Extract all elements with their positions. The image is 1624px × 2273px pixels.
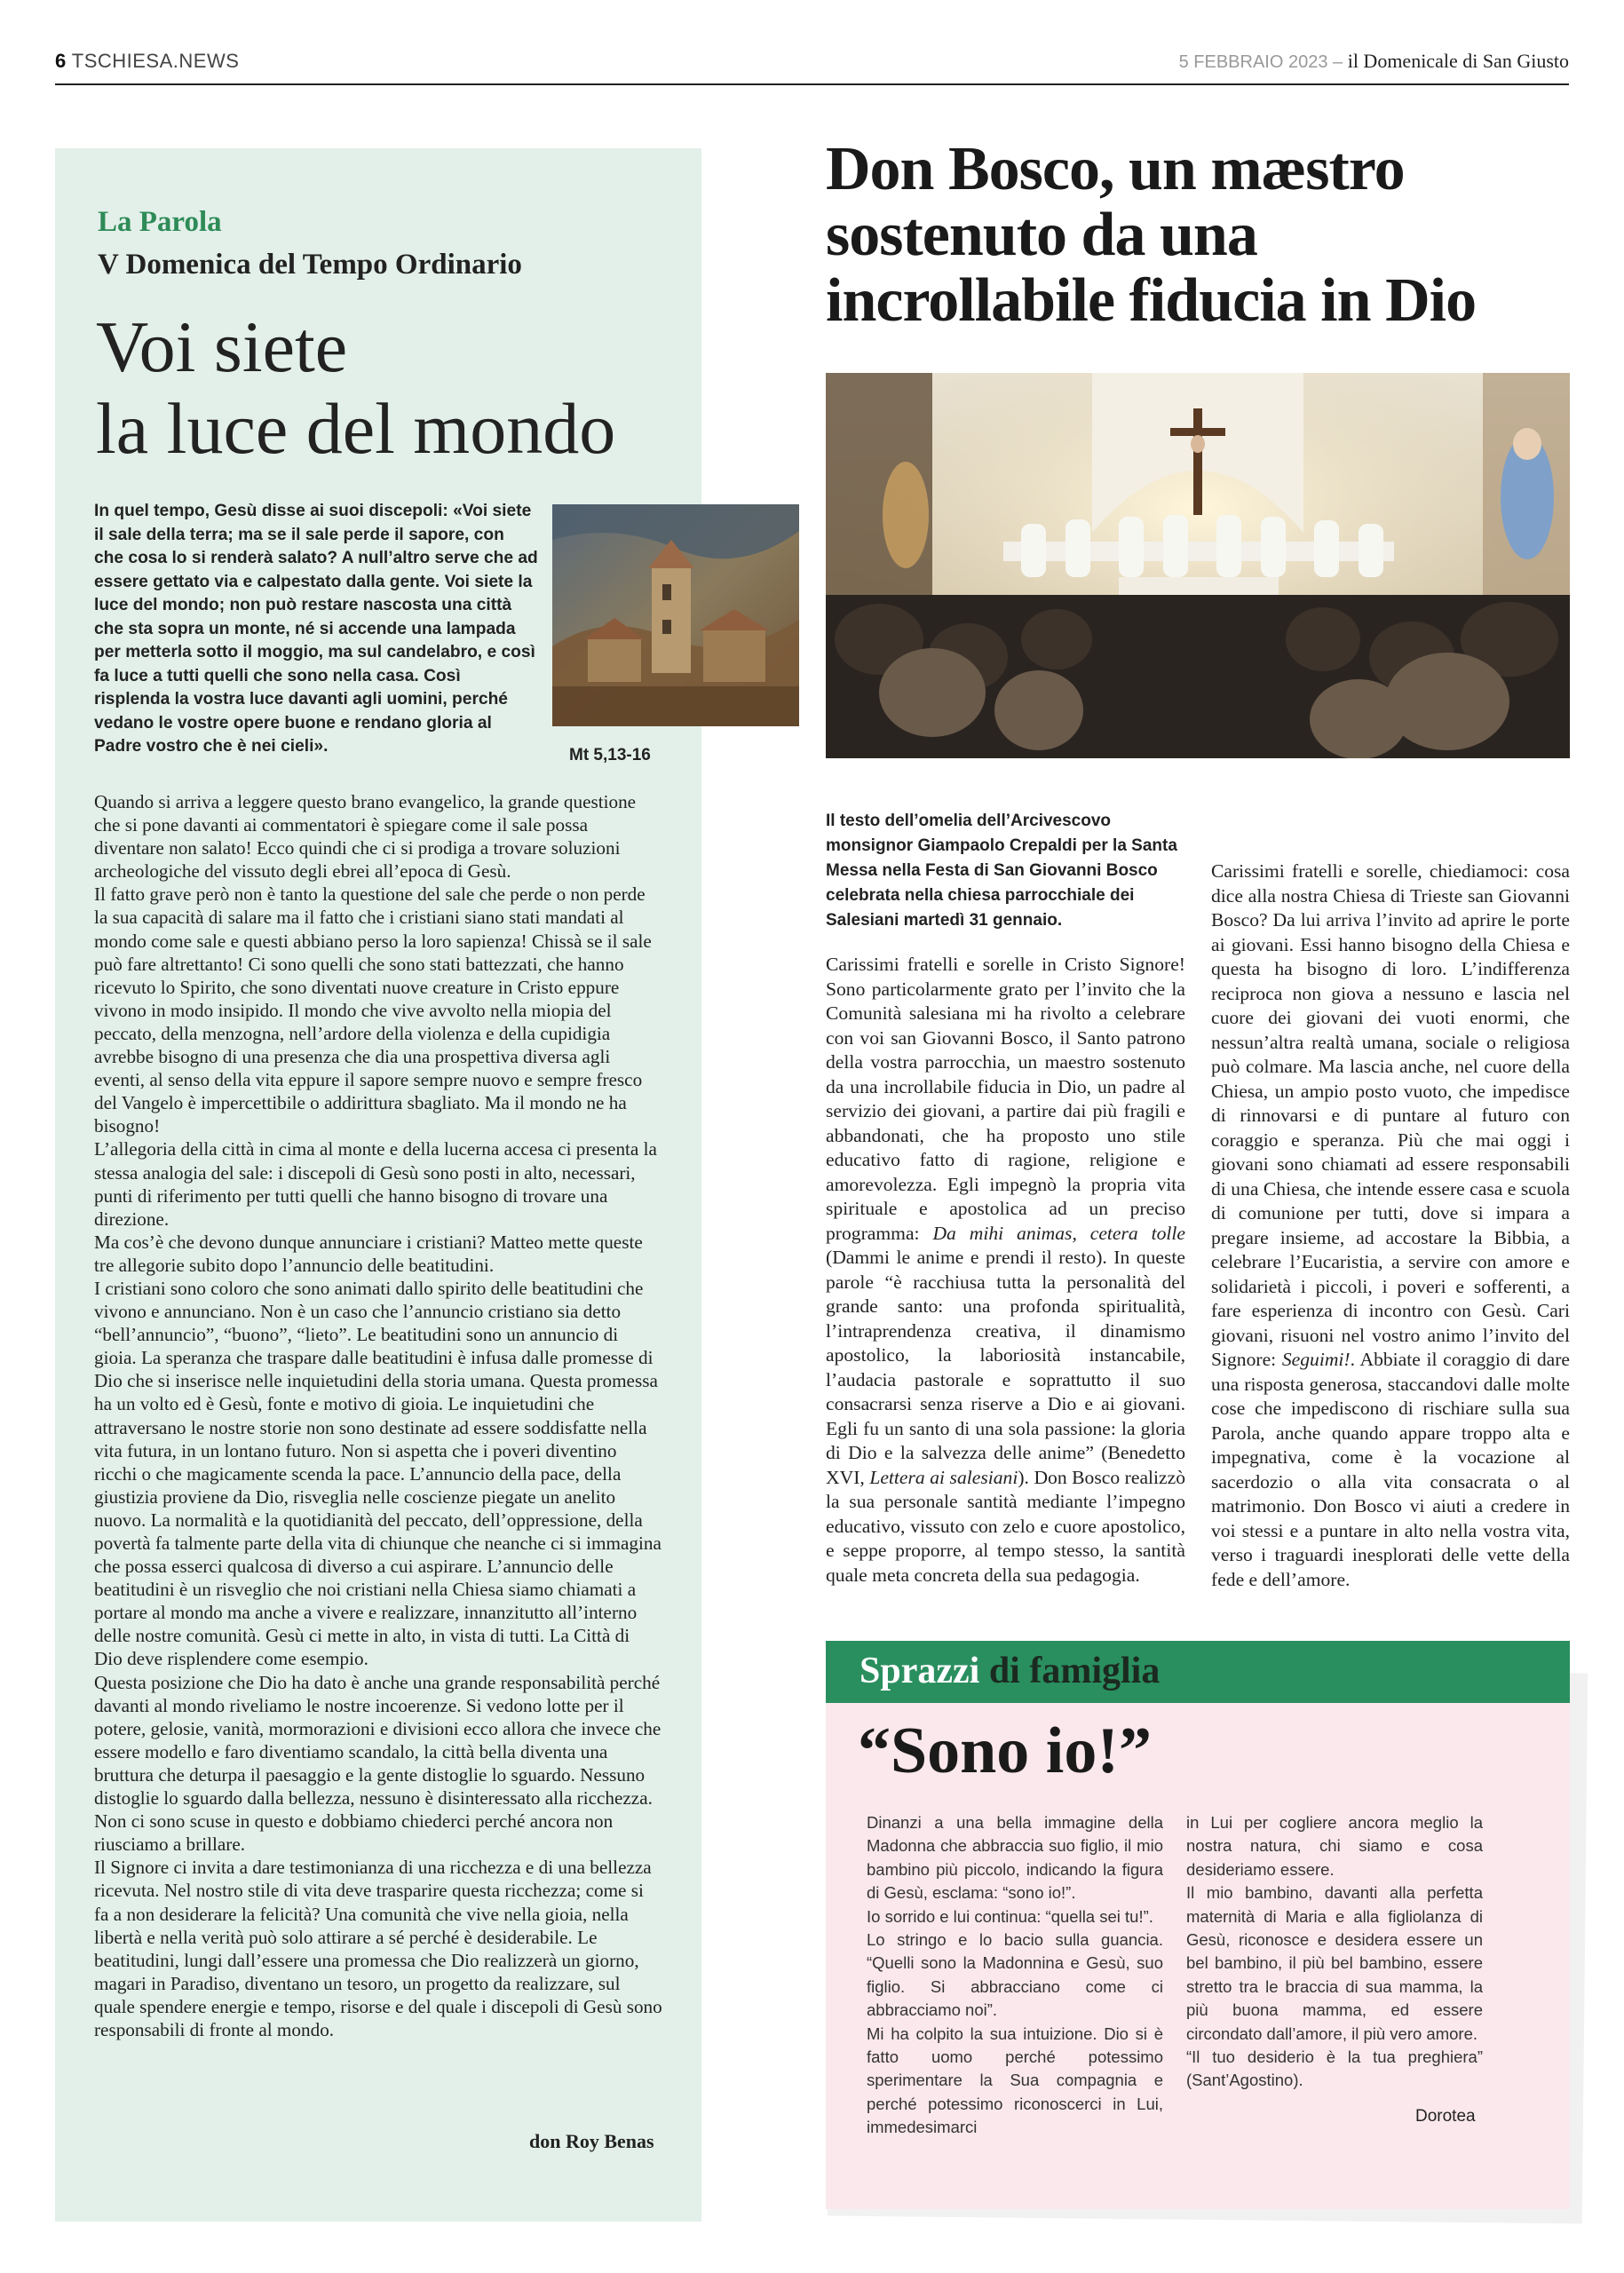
sprazzi-paragraph: Io sorrido e lui continua: “quella sei tu!”. xyxy=(867,1906,1153,1926)
painting-image xyxy=(552,504,799,726)
la-parola-subtitle: V Domenica del Tempo Ordinario xyxy=(98,249,522,281)
article-text: Carissimi fratelli e sorelle, chiediamoci: cosa dice alla nostra Chiesa di Trieste san Giovanni Bosco? Da lui arriva l’invito ad aprire le porte ai giovani. Essi hanno bisogno della Chiesa e questa ha bisogno di loro. L’indifferenza reciproca non giova a nessuno e lascia nel cuore dei giovani dei vuoti enormi, che nessun’altra realtà umana, sociale o religiosa può colmare. Ma lascia anche, nel cuore della Chiesa, un ampio posto vuoto, che impedisce di rinnovarsi e di puntare al futuro con coraggio e speranza. Più che mai oggi i giovani sono chiamati ad essere responsabili di una Chiesa, che intende essere casa e scuola di comunione per tutti, dove si impara a pregare insieme, ad accostare la Bibbia, a celebrare l’Eucaristia, a servire con amore e solidarietà i piccoli, i poveri e sofferenti, a fare esperienza di incontro con Gesù. Cari giovani, risuoni nel vostro animo l’invito del Signore: xyxy=(1211,860,1570,1370)
sprazzi-label xyxy=(860,1650,1160,1692)
page-header-right xyxy=(1179,50,1569,73)
sprazzi-signature: Dorotea xyxy=(1415,2107,1476,2126)
la-parola-title-line1: Voi siete xyxy=(96,306,348,387)
commentary-paragraph: Il fatto grave però non è tanto la questione del sale che perde o non perde la sua capacità di salare ma il fatto che i cristiani siano stati mandati al mondo come sale e questi abbiano perso la loro sapienza! Chissà se il sale può fare altrettanto! Ci sono quelli che sono stati battezzati, che hanno ricevuto lo Spirito, che sono diventati nuove creature in Cristo eppure vivono in modo insipido. Il mondo che vive avvolto nella miopia del peccato, della menzogna, nell’ardore della violenza e della cupidigia avrebbe bisogno di una presenza che dia una prospettiva diversa agli eventi, al senso della vita eppure il sapore sempre nuovo e sempre fresco del Vangelo è impercettibile o addirittura sbagliato. Ma il mondo ne ha bisogno! xyxy=(94,883,652,1137)
section-name: TSCHIESA.NEWS xyxy=(71,50,240,72)
page-number: 6 xyxy=(55,50,67,72)
sprazzi-paragraph: Il mio bambino, davanti alla perfetta maternità di Maria e alla figliolanza di Gesù, riconosce e desidera essere un bel bambino, il più bel bambino, essere stretto tra le braccia di sua mamma, la più buona mamma, ed essere circondato dall’amore, il più vero amore. xyxy=(1186,1883,1483,2043)
commentary-paragraph: Ma cos’è che devono dunque annunciare i cristiani? Matteo mette queste tre allegorie subito dopo l’annuncio delle beatitudini. xyxy=(94,1231,643,1276)
sprazzi-paragraph: Lo stringo e lo bacio sulla guancia. “Quelli sono la Madonnina e Gesù, suo figlio. Si abbracciano come ci abbracciamo noi”. xyxy=(867,1930,1163,2020)
commentary-paragraph: Questa posizione che Dio ha dato è anche una grande responsabilità perché davanti al mondo riveliamo le nostre incoerenze. Si vedono lotte per il potere, gelosie, vanità, mormorazioni e divisioni ecco allora che invece che essere modello e faro diventiamo scandalo, la città bella diventa una bruttura che deturpa il paesaggio e la gente distoglie lo sguardo. Nessuno distoglie lo sguardo dalla bellezza, nessuno è disinteressato alla ricchezza. Non ci sono scuse in questo e dobbiamo chiederci perché ancora non riusciamo a brillare. xyxy=(94,1671,661,1856)
la-parola-kicker: La Parola xyxy=(98,206,222,238)
church-photo xyxy=(826,373,1570,758)
article-column-1 xyxy=(826,953,1185,1588)
sprazzi-column-2 xyxy=(1186,1811,1483,2093)
commentary-paragraph: Quando si arriva a leggere questo brano evangelico, la grande questione che si pone davanti ai commentatori è spiegare come il sale possa diventare non salato! Ecco quindi che ci si prodiga a trovare soluzioni archeologiche del vissuto degli ebrei all’epoca di Gesù. xyxy=(94,791,637,883)
page-header-left xyxy=(55,50,239,73)
commentary-text xyxy=(94,790,662,2041)
sprazzi-label-b: di famiglia xyxy=(988,1651,1161,1691)
article-motto: Da mihi animas, cetera tolle xyxy=(932,1222,1185,1244)
article-text: (Dammi le anime e prendi il resto). In queste parole “è racchiusa tutta la personalità del grande santo: una profonda spiritualità, l’intraprendenza creativa, il dinamismo apostolico, la laboriosità instancabile, l’audacia pastorale e soprattutto il suo consacrarsi senza riserve a Dio e ai giovani. Egli fu un santo di una sola passione: la gloria di Dio e la salvezza delle anime” (Benedetto XVI, xyxy=(826,1247,1185,1488)
issue-date: 5 FEBBRAIO 2023 xyxy=(1178,52,1328,72)
sprazzi-column-1 xyxy=(867,1811,1163,2140)
article-headline-line1: Don Bosco, un mæstro xyxy=(826,135,1405,203)
header-rule xyxy=(55,83,1569,85)
sprazzi-paragraph: in Lui per cogliere ancora meglio la nostra natura, chi siamo e cosa desideriamo essere. xyxy=(1186,1813,1483,1879)
article-headline xyxy=(826,137,1589,334)
article-text: . Abbiate il coraggio di dare una risposta generosa, staccandovi dalle molte cose che impediscono di rischiare sulla sua Parola, anche quando appare troppo alta e impegnativa, come è la vocazione al sacerdozio o alla vita consacrata o al matrimonio. Don Bosco vi aiuti a credere in voi stessi e a puntare in alto nella vostra vita, verso i traguardi inesplorati delle vette della fede e dell’amore. xyxy=(1211,1349,1570,1590)
sprazzi-label-a: Sprazzi xyxy=(860,1651,980,1691)
article-call: Seguimi! xyxy=(1281,1349,1351,1370)
sprazzi-paragraph: Dinanzi a una bella immagine della Madonna che abbraccia suo figlio, il mio bambino più piccolo, indicando la figura di Gesù, esclama: “sono io!”. xyxy=(867,1813,1163,1903)
sprazzi-paragraph: Mi ha colpito la sua intuizione. Dio si è fatto uomo perché potessimo sperimentare la Sua compagnia e perché potessimo riconoscerci in Lui, immedesimarci xyxy=(867,2024,1163,2137)
article-text: Carissimi fratelli e sorelle in Cristo Signore! Sono particolarmente grato per l’invito che la Comunità salesiana mi ha rivolto a celebrare con voi san Giovanni Bosco, il Santo patrono della vostra parrocchia, un maestro sostenuto da una incrollabile fiducia in Dio, un padre al servizio dei giovani, a partire dai più fragili e abbandonati, che ha proposto uno stile educativo fatto di ragione, religione e amorevolezza. Egli impegnò la propria vita spirituale e apostolica ad un preciso programma: xyxy=(826,954,1185,1244)
article-headline-line2: sostenuto da una xyxy=(826,201,1257,269)
sprazzi-paragraph: “Il tuo desiderio è la tua preghiera” (Sant’Agostino). xyxy=(1186,2047,1483,2090)
sprazzi-title: “Sono io!” xyxy=(858,1715,1153,1787)
article-headline-line3: incrollabile fiducia in Dio xyxy=(826,266,1477,335)
la-parola-title-line2: la luce del mondo xyxy=(96,388,616,469)
commentary-paragraph: L’allegoria della città in cima al monte e della lucerna accesa ci presenta la stessa analogia del sale: i discepoli di Gesù sono posti in alto, necessari, punti di riferimento per tutti quelli che hanno bisogno di trovare una direzione. xyxy=(94,1138,657,1230)
header-separator: – xyxy=(1333,52,1343,72)
article-text: ). Don Bosco realizzò la sua personale santità mediante l’impegno educativo, vissuto con zelo e cuore apostolico, e seppe proporre, al tempo stesso, la santità quale meta concreta della sua pedagogia. xyxy=(826,1466,1185,1586)
gospel-reference: Mt 5,13-16 xyxy=(569,746,651,764)
article-column-2 xyxy=(1211,859,1570,1592)
commentary-author: don Roy Benas xyxy=(529,2130,654,2152)
la-parola-title xyxy=(96,306,700,470)
article-intro: Il testo dell’omelia dell’Arcivescovo monsignor Giampaolo Crepaldi per la Santa Messa nella Festa di San Giovanni Bosco celebrata nella chiesa parrocchiale dei Salesiani martedì 31 gennaio. xyxy=(826,812,1177,930)
publication-name: il Domenicale di San Giusto xyxy=(1347,50,1569,72)
commentary-paragraph: Il Signore ci invita a dare testimonianza di una ricchezza e di una bellezza ricevuta. Nel nostro stile di vita deve trasparire questa ricchezza; come si fa a non desiderare la felicità? Una comunità che vive nella gioia, nella libertà e nella verità può solo attirare a sé perché è desiderabile. Le beatitudini, lungi dall’essere una promessa che Dio realizzerà un giorno, magari in Paradiso, diventano un tesoro, un progetto da realizzare, sul quale spendere energie e tempo, risorse e del quale i discepoli di Gesù sono responsabili di fronte al mondo. xyxy=(94,1857,662,2040)
commentary-paragraph: I cristiani sono coloro che sono animati dallo spirito delle beatitudini che vivono e annunciano. Non è un caso che l’annuncio cristiano sia detto “bell’annuncio”, “buono”, “lieto”. Le beatitudini sono un annuncio di gioia. La speranza che traspare dalle beatitudini è infusa dalle promesse di Dio che si inserisce nelle inquietudini della storia umana. Questa promessa ha un volto ed è Gesù, fonte e motivo di gioia. Le inquietudini che attraversano le nostre storie non sono destinate ad essere soddisfatte nella vita futura, in un lontano futuro. Non si aspetta che i poveri diventino ricchi o che magicamente scenda la pace. L’annuncio della pace, della giustizia proviene da Dio, risveglia nelle coscienze piegate un anelito nuovo. La normalità e la quotidianità del peccato, dell’oppressione, della povertà fa talmente parte della vita di chiunque che neanche ci si immagina che possa esserci qualcosa di diverso a cui aspirare. L’annuncio delle beatitudini è un risveglio che noi cristiani nella Chiesa siamo chiamati a portare al mondo ma anche a vivere e realizzare, innanzitutto all’interno delle nostre comunità. Gesù ci mette in alto, in vista di tutti. La Città di Dio deve risplendere come esempio. xyxy=(94,1277,661,1670)
gospel-text: In quel tempo, Gesù disse ai suoi discepoli: «Voi siete il sale della terra; ma se il sale perde il sapore, con che cosa lo si renderà salato? A null’altro serve che ad essere gettato via e calpestato dalla gente. Voi siete la luce del mondo; non può restare nascosta una città che sta sopra un monte, né si accende una lampada per metterla sotto il moggio, ma sul candelabro, e così fa luce a tutti quelli che sono nella casa. Così risplenda la vostra luce davanti agli uomini, perché vedano le vostre opere buone e rendano gloria al Padre vostro che è nei cieli». xyxy=(94,502,538,756)
article-source: Lettera ai salesiani xyxy=(869,1466,1018,1488)
